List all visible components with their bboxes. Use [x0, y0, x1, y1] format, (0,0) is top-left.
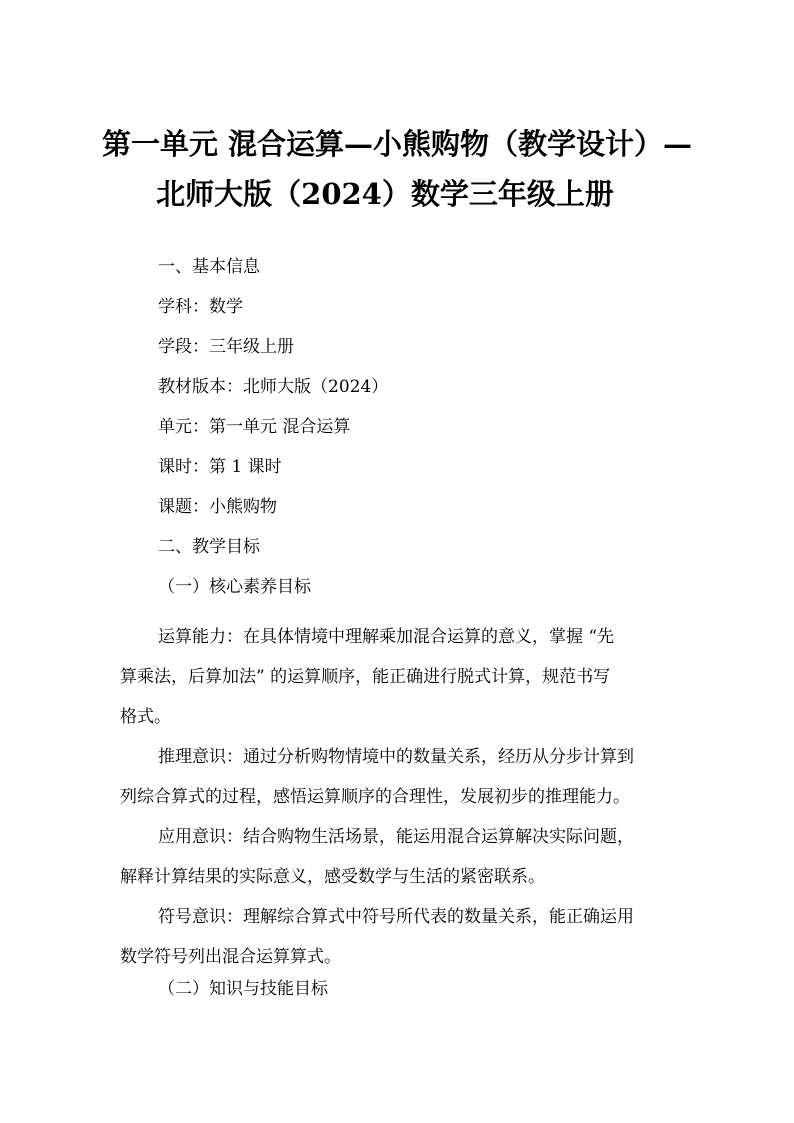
info-edition: 教材版本：北师大版（2024） [158, 377, 389, 397]
paragraph-line: 解释计算结果的实际意义，感受数学与生活的紧密联系。 [120, 867, 545, 887]
paragraph-line: 符号意识：理解综合算式中符号所代表的数量关系，能正确运用 [158, 907, 634, 927]
paragraph-line: 算乘法，后算加法” 的运算顺序，能正确进行脱式计算，规范书写 [120, 667, 611, 687]
paragraph-line: 应用意识：结合购物生活场景，能运用混合运算解决实际问题， [158, 827, 634, 847]
info-unit: 单元：第一单元 混合运算 [158, 417, 351, 437]
paragraph-line: 数学符号列出混合运算算式。 [120, 947, 341, 967]
info-period: 课时：第 1 课时 [158, 457, 282, 477]
page-title-line-2: 北师大版（2024）数学三年级上册 [156, 177, 614, 211]
section-heading-goals: 二、教学目标 [158, 537, 260, 557]
goal-paragraph-computation [120, 617, 680, 737]
section-heading-basic-info: 一、基本信息 [158, 257, 260, 277]
page-title-line-1: 第一单元 混合运算—小熊购物（教学设计）— [101, 127, 693, 161]
info-topic: 课题：小熊购物 [158, 497, 277, 517]
info-grade: 学段：三年级上册 [158, 337, 294, 357]
goal-paragraph-symbols [120, 897, 680, 977]
paragraph-line: 推理意识：通过分析购物情境中的数量关系，经历从分步计算到 [158, 747, 634, 767]
subheading-skills-goals: （二）知识与技能目标 [158, 979, 328, 999]
paragraph-line: 运算能力：在具体情境中理解乘加混合运算的意义，掌握 “先 [158, 627, 615, 647]
info-subject: 学科：数学 [158, 297, 243, 317]
goal-paragraph-application [120, 817, 680, 897]
document-body [120, 257, 680, 1019]
paragraph-line: 列综合算式的过程，感悟运算顺序的合理性，发展初步的推理能力。 [120, 787, 630, 807]
subheading-core-goals: （一）核心素养目标 [158, 577, 311, 597]
paragraph-line: 格式。 [120, 707, 171, 727]
goal-paragraph-reasoning [120, 737, 680, 817]
